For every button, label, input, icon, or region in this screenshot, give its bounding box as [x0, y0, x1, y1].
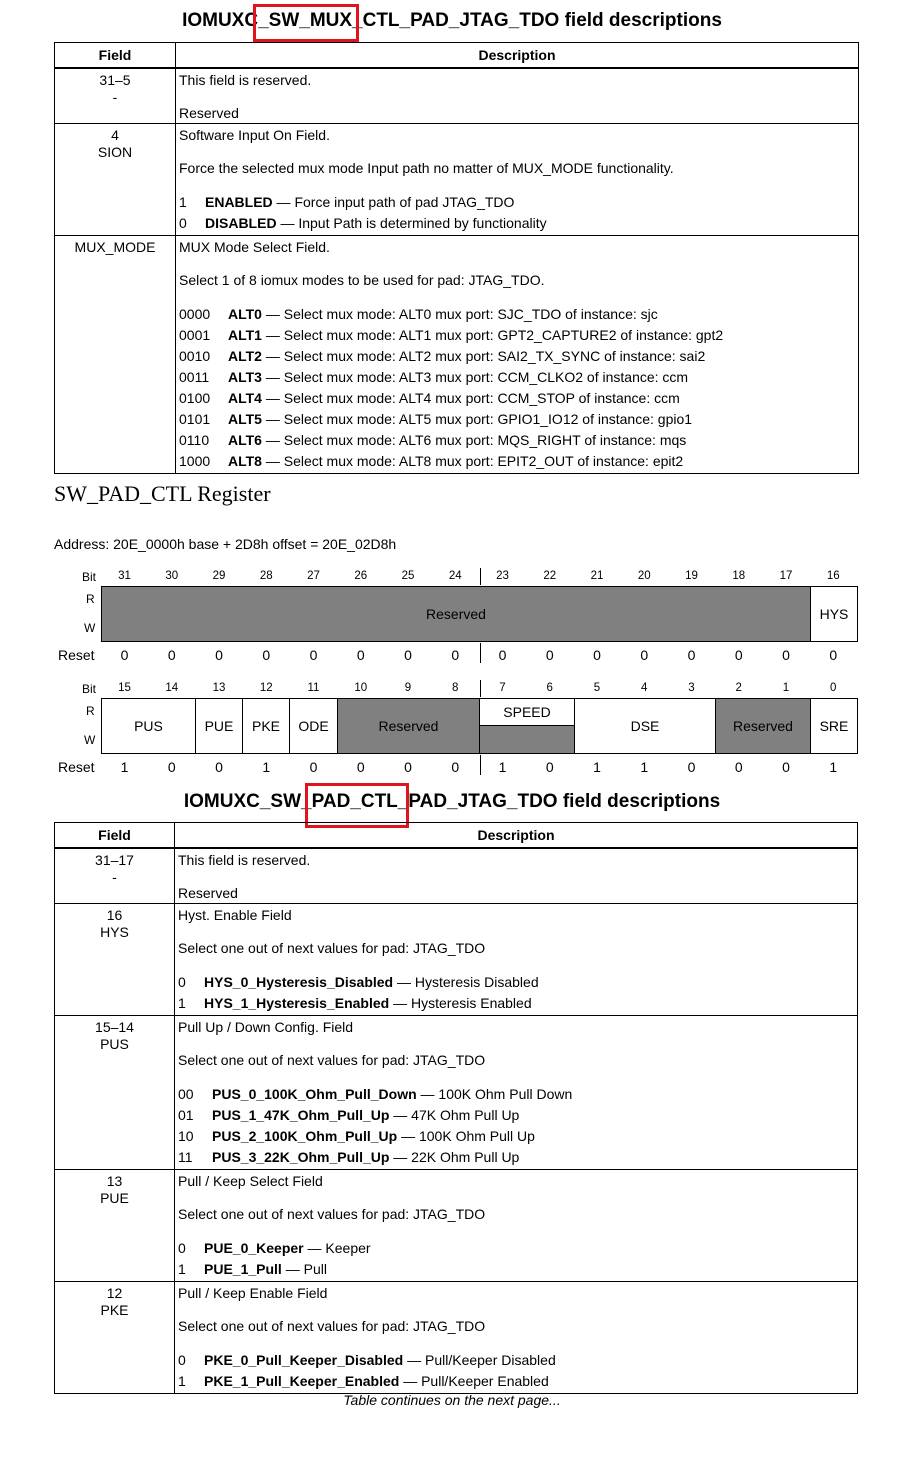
reset-value: 0 — [545, 759, 554, 775]
table-row — [55, 68, 859, 124]
highlight-box-sw-mux — [253, 4, 359, 42]
option-name: PKE_0_Pull_Keeper_Disabled — [204, 1352, 404, 1368]
bit-number: 19 — [685, 570, 698, 582]
bit-number: 10 — [354, 682, 368, 694]
bit-number: 27 — [307, 570, 320, 582]
description-line: Select 1 of 8 iomux modes to be used for pad: JTAG_TDO. — [179, 272, 545, 288]
reset-value: 0 — [309, 647, 318, 663]
option-name: PUS_2_100K_Ohm_Pull_Up — [212, 1128, 398, 1144]
field-name: - — [112, 89, 118, 105]
option-code: 11 — [178, 1149, 193, 1165]
reset-value: 0 — [167, 647, 176, 663]
read-label: R — [86, 704, 95, 718]
option-code: 1 — [179, 194, 187, 210]
option-name: ALT0 — [228, 306, 262, 322]
field-name: MUX_MODE — [74, 239, 156, 255]
bit-number: 29 — [212, 570, 226, 582]
pus-field: PUS — [102, 699, 196, 753]
field-name: 31–5 — [99, 72, 131, 88]
option-description: — Select mux mode: ALT6 mux port: MQS_RIGHT of instance: mqs — [261, 432, 687, 448]
reset-value: 0 — [782, 647, 790, 663]
option-description: — Pull/Keeper Disabled — [403, 1352, 556, 1368]
write-label: W — [84, 621, 96, 635]
table-continues-note: Table continues on the next page... — [343, 1392, 561, 1408]
speed-write-reserved — [480, 726, 575, 753]
bit-number: 20 — [637, 570, 651, 582]
bit-number: 31 — [118, 570, 131, 582]
pad-field-table — [54, 822, 858, 1394]
option-name: PUE_0_Keeper — [204, 1240, 304, 1256]
reset-value: 0 — [215, 647, 223, 663]
option-description: — Select mux mode: ALT3 mux port: CCM_CLKO2 of instance: ccm — [261, 369, 689, 385]
option-code: 0000 — [179, 306, 211, 322]
bit-number: 1 — [782, 682, 790, 694]
option-code: 1 — [178, 1373, 186, 1389]
value-option — [179, 346, 858, 367]
bit-number: 14 — [165, 682, 179, 694]
option-description: — Select mux mode: ALT1 mux port: GPT2_CAPTURE2 of instance: gpt2 — [261, 327, 724, 343]
option-description: — Select mux mode: ALT5 mux port: GPIO1_IO12 of instance: gpio1 — [261, 411, 693, 427]
value-option — [179, 430, 858, 451]
option-description: — 22K Ohm Pull Up — [389, 1149, 520, 1165]
value-option — [178, 993, 857, 1014]
description-cell — [176, 236, 859, 474]
col-field-header: Field — [55, 823, 175, 849]
description-line: Select one out of next values for pad: JTAG_TDO — [178, 1206, 486, 1222]
option-description: — Pull — [281, 1261, 327, 1277]
ode-field: ODE — [290, 699, 338, 753]
description-cell — [175, 1170, 858, 1282]
value-option — [179, 304, 858, 325]
reset-value: 0 — [451, 759, 460, 775]
value-option — [179, 409, 858, 430]
field-name: PUS — [100, 1036, 129, 1052]
bit-number: 25 — [401, 570, 415, 582]
write-label: W — [84, 733, 96, 747]
bit-number: 26 — [354, 570, 368, 582]
bit-number: 13 — [212, 682, 226, 694]
register-heading: SW_PAD_CTL Register — [54, 481, 271, 506]
reset-value: 1 — [120, 759, 129, 775]
value-option — [178, 1259, 857, 1280]
field-cell — [55, 1170, 175, 1282]
lower-reserved-field-b: Reserved — [716, 699, 811, 753]
description-line: Software Input On Field. — [179, 127, 330, 143]
bit-number: 21 — [590, 570, 604, 582]
reset-value: 0 — [167, 759, 176, 775]
reset-value: 0 — [687, 759, 696, 775]
bit-label: Bit — [82, 570, 97, 584]
field-cell — [55, 236, 176, 474]
description-line: Hyst. Enable Field — [178, 907, 292, 923]
reset-value: 0 — [498, 647, 507, 663]
field-name: 12 — [106, 1285, 123, 1301]
description-line: Force the selected mux mode Input path no matter of MUX_MODE functionality. — [179, 160, 674, 176]
description-cell — [175, 904, 858, 1016]
option-description: — Hysteresis Enabled — [389, 995, 532, 1011]
option-description: — Input Path is determined by functionality — [276, 215, 547, 231]
description-line: MUX Mode Select Field. — [179, 239, 330, 255]
option-description: — Hysteresis Disabled — [393, 974, 539, 990]
description-line: This field is reserved. — [178, 852, 311, 868]
field-name: 13 — [106, 1173, 123, 1189]
option-description: — Select mux mode: ALT8 mux port: EPIT2_OUT of instance: epit2 — [261, 453, 684, 469]
pad-table-title: IOMUXC_SW_PAD_CTL_PAD_JTAG_TDO field descriptions — [183, 791, 721, 812]
description-cell — [175, 1282, 858, 1394]
speed-field: SPEED — [480, 699, 575, 726]
table-row — [55, 1170, 858, 1282]
option-name: ALT8 — [228, 453, 262, 469]
bit-number: 6 — [546, 682, 553, 694]
value-option — [179, 388, 858, 409]
table-row — [55, 904, 858, 1016]
value-option — [179, 367, 858, 388]
option-code: 1 — [178, 995, 186, 1011]
value-option — [179, 451, 858, 472]
description-line: Select one out of next values for pad: JTAG_TDO — [178, 1318, 486, 1334]
option-code: 0011 — [179, 369, 210, 385]
option-name: PUS_0_100K_Ohm_Pull_Down — [212, 1086, 417, 1102]
field-cell — [55, 124, 176, 236]
field-name: SION — [97, 144, 133, 160]
field-name: 16 — [106, 907, 123, 923]
sre-field: SRE — [819, 718, 849, 734]
option-description: — Select mux mode: ALT2 mux port: SAI2_TX_SYNC of instance: sai2 — [261, 348, 706, 364]
field-cell — [55, 904, 175, 1016]
reset-label: Reset — [58, 759, 95, 775]
table-row — [55, 1016, 858, 1170]
register-address: Address: 20E_0000h base + 2D8h offset = 20E_02D8h — [54, 536, 397, 552]
bit-number: 23 — [496, 570, 509, 582]
option-name: ALT6 — [228, 432, 262, 448]
reset-label: Reset — [58, 647, 95, 663]
lower-reserved-field-a: Reserved — [338, 699, 480, 753]
option-code: 0001 — [179, 327, 211, 343]
value-option — [179, 213, 858, 234]
reset-value: 0 — [734, 759, 743, 775]
table-row — [55, 236, 859, 474]
option-code: 0 — [178, 1240, 186, 1256]
bit-number: 17 — [779, 570, 793, 582]
value-option — [178, 1084, 857, 1105]
value-option — [178, 1126, 857, 1147]
reset-value: 1 — [640, 759, 649, 775]
value-option — [178, 1105, 857, 1126]
description-line: Reserved — [178, 885, 238, 901]
bit-number: 18 — [732, 570, 746, 582]
bit-number: 7 — [499, 682, 506, 694]
table-row — [55, 848, 858, 904]
option-name: PKE_1_Pull_Keeper_Enabled — [204, 1373, 400, 1389]
reset-value: 0 — [356, 647, 365, 663]
option-code: 1 — [178, 1261, 186, 1277]
field-name: PKE — [100, 1302, 129, 1318]
reset-value: 1 — [593, 759, 601, 775]
description-line: Reserved — [179, 105, 239, 121]
col-description-header: Description — [175, 823, 858, 849]
description-cell — [176, 68, 859, 124]
option-name: PUE_1_Pull — [204, 1261, 282, 1277]
value-option — [179, 325, 858, 346]
description-line: Pull / Keep Select Field — [178, 1173, 323, 1189]
bit-number: 22 — [543, 570, 557, 582]
option-description: — Select mux mode: ALT0 mux port: SJC_TDO of instance: sjc — [261, 306, 658, 322]
option-name: HYS_0_Hysteresis_Disabled — [204, 974, 394, 990]
option-name: ALT5 — [228, 411, 262, 427]
field-name: 15–14 — [95, 1019, 134, 1035]
bit-number: 28 — [259, 570, 273, 582]
field-name: HYS — [100, 924, 129, 940]
field-cell — [55, 848, 175, 904]
reset-value: 0 — [829, 647, 838, 663]
col-field-header: Field — [55, 43, 176, 69]
bit-number: 2 — [735, 682, 742, 694]
reset-value: 0 — [593, 647, 601, 663]
option-code: 10 — [178, 1128, 194, 1144]
reset-value: 1 — [829, 759, 838, 775]
option-code: 00 — [178, 1086, 194, 1102]
field-name: 4 — [111, 127, 119, 143]
value-option — [178, 972, 857, 993]
hys-field: HYS — [819, 606, 849, 622]
description-line: Select one out of next values for pad: JTAG_TDO — [178, 940, 486, 956]
bit-number: 8 — [452, 682, 459, 694]
reset-value: 0 — [687, 647, 696, 663]
value-option — [178, 1350, 857, 1371]
bit-number: 0 — [830, 682, 837, 694]
option-name: ALT2 — [228, 348, 262, 364]
description-line: Pull Up / Down Config. Field — [178, 1019, 354, 1035]
pke-field: PKE — [243, 699, 290, 753]
reset-value: 0 — [262, 647, 271, 663]
field-cell — [55, 1282, 175, 1394]
reset-value: 0 — [309, 759, 318, 775]
field-name: PUE — [100, 1190, 129, 1206]
bit-number: 16 — [826, 570, 840, 582]
option-code: 0 — [178, 1352, 186, 1368]
option-name: ALT4 — [228, 390, 262, 406]
value-option — [178, 1238, 857, 1259]
field-cell — [55, 68, 176, 124]
bit-number: 30 — [165, 570, 179, 582]
value-option — [178, 1371, 857, 1392]
mux-field-table — [54, 42, 859, 474]
description-line: Select one out of next values for pad: JTAG_TDO — [178, 1052, 486, 1068]
pue-field: PUE — [196, 699, 243, 753]
bit-number: 24 — [448, 570, 462, 582]
option-description: — Pull/Keeper Enabled — [399, 1373, 549, 1389]
option-name: HYS_1_Hysteresis_Enabled — [204, 995, 390, 1011]
option-description: — 47K Ohm Pull Up — [389, 1107, 520, 1123]
reset-value: 0 — [782, 759, 790, 775]
reset-value: 0 — [640, 647, 649, 663]
bit-number: 12 — [259, 682, 273, 694]
dse-field: DSE — [575, 699, 716, 753]
option-name: PUS_3_22K_Ohm_Pull_Up — [212, 1149, 390, 1165]
option-name: ENABLED — [205, 194, 273, 210]
option-code: 0010 — [179, 348, 211, 364]
description-cell — [176, 124, 859, 236]
option-description: — 100K Ohm Pull Down — [416, 1086, 573, 1102]
option-code: 0 — [179, 215, 187, 231]
reset-value: 0 — [451, 647, 460, 663]
reset-value: 0 — [356, 759, 365, 775]
option-description: — Force input path of pad JTAG_TDO — [272, 194, 515, 210]
option-description: — 100K Ohm Pull Up — [397, 1128, 535, 1144]
reset-value: 0 — [404, 647, 412, 663]
reset-value: 1 — [498, 759, 507, 775]
value-option — [179, 192, 858, 213]
description-line: This field is reserved. — [179, 72, 312, 88]
bit-number: 3 — [688, 682, 695, 694]
col-description-header: Description — [176, 43, 859, 69]
upper-reserved-field: Reserved — [102, 587, 811, 641]
reset-value: 0 — [734, 647, 743, 663]
option-description: — Keeper — [303, 1240, 371, 1256]
option-code: 0110 — [179, 432, 210, 448]
reset-value: 1 — [262, 759, 271, 775]
description-line: Pull / Keep Enable Field — [178, 1285, 328, 1301]
read-label: R — [86, 592, 95, 606]
bit-label: Bit — [82, 682, 97, 696]
reset-value: 0 — [404, 759, 412, 775]
description-cell — [175, 848, 858, 904]
field-cell — [55, 1016, 175, 1170]
field-name: 31–17 — [95, 852, 134, 868]
value-option — [178, 1147, 857, 1168]
reset-value: 0 — [545, 647, 554, 663]
reset-value: 0 — [120, 647, 129, 663]
option-name: ALT1 — [228, 327, 262, 343]
bit-number: 9 — [404, 682, 412, 694]
table-row — [55, 124, 859, 236]
option-name: PUS_1_47K_Ohm_Pull_Up — [212, 1107, 390, 1123]
bit-number: 15 — [118, 682, 131, 694]
bit-number: 11 — [307, 682, 320, 694]
option-code: 1000 — [179, 453, 211, 469]
field-name: - — [112, 869, 117, 885]
option-description: — Select mux mode: ALT4 mux port: CCM_STOP of instance: ccm — [261, 390, 680, 406]
option-code: 0101 — [179, 411, 211, 427]
table-row — [55, 1282, 858, 1394]
option-code: 01 — [178, 1107, 194, 1123]
reset-value: 0 — [215, 759, 223, 775]
option-code: 0100 — [179, 390, 211, 406]
bit-number: 4 — [641, 682, 648, 694]
mux-table-title: IOMUXC_SW_MUX_CTL_PAD_JTAG_TDO field descriptions — [182, 10, 722, 31]
description-cell — [175, 1016, 858, 1170]
option-name: ALT3 — [228, 369, 262, 385]
option-name: DISABLED — [205, 215, 277, 231]
bit-number: 5 — [593, 682, 601, 694]
option-code: 0 — [178, 974, 186, 990]
